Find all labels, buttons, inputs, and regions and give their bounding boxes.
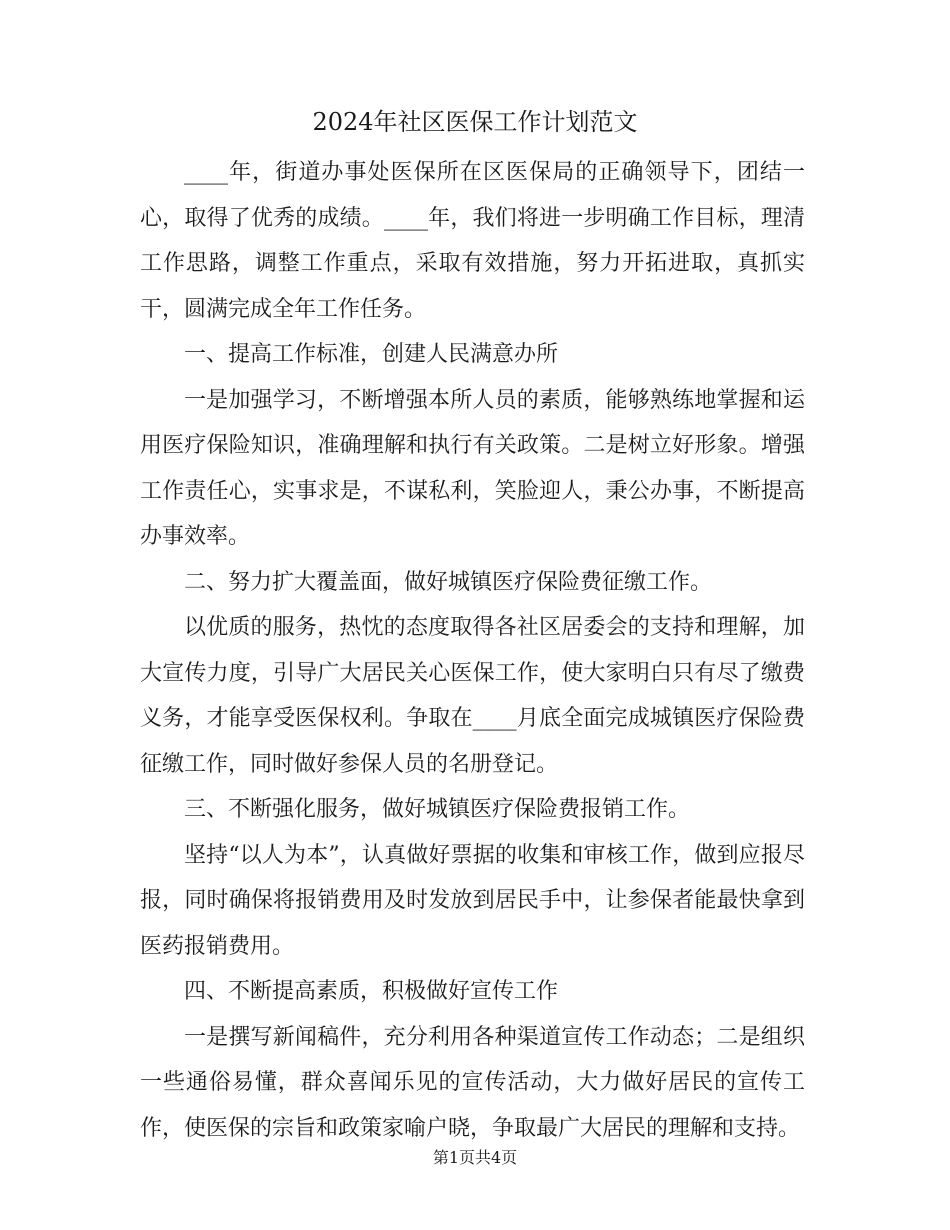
- paragraph-section-3: 坚持“以人为本”，认真做好票据的收集和审核工作，做到应报尽报，同时确保将报销费用及时发放到居民手中，让参保者能最快拿到医药报销费用。: [140, 842, 805, 959]
- section-heading-4: 四、不断提高素质，积极做好宣传工作: [184, 979, 559, 1004]
- page-number-footer: 第1页共4页: [432, 1148, 518, 1167]
- document-title: 2024年社区医保工作计划范文: [312, 108, 638, 136]
- section-heading-3: 三、不断强化服务，做好城镇医疗保险费报销工作。: [184, 797, 691, 822]
- section-heading-2: 二、努力扩大覆盖面，做好城镇医疗保险费征缴工作。: [184, 569, 713, 595]
- paragraph-section-2: 以优质的服务，热忱的态度取得各社区居委会的支持和理解，加大宣传力度，引导广大居民关心医保工作，使大家明白只有尽了缴费义务，才能享受医保权利。争取在____月底全面完成城镇医疗保险费征缴工作，同时做好参保人员的名册登记。: [140, 615, 805, 777]
- paragraph-section-4: 一是撰写新闻稿件，充分利用各种渠道宣传工作动态；二是组织一些通俗易懂，群众喜闻乐见的宣传活动，大力做好居民的宣传工作，使医保的宗旨和政策家喻户晓，争取最广大居民的理解和支持。: [140, 1024, 805, 1141]
- paragraph-section-1: 一是加强学习，不断增强本所人员的素质，能够熟练地掌握和运用医疗保险知识，准确理解和执行有关政策。二是树立好形象。增强工作责任心，实事求是，不谋私利，笑脸迎人，秉公办事，不断提高办事效率。: [140, 387, 805, 549]
- section-heading-1: 一、提高工作标准，创建人民满意办所: [184, 342, 559, 367]
- paragraph-intro: ____年，街道办事处医保所在区医保局的正确领导下，团结一心，取得了优秀的成绩。____年，我们将进一步明确工作目标，理清工作思路，调整工作重点，采取有效措施，努力开拓进取，真抓实干，圆满完成全年工作任务。: [140, 160, 805, 322]
- document-body: [140, 150, 805, 1151]
